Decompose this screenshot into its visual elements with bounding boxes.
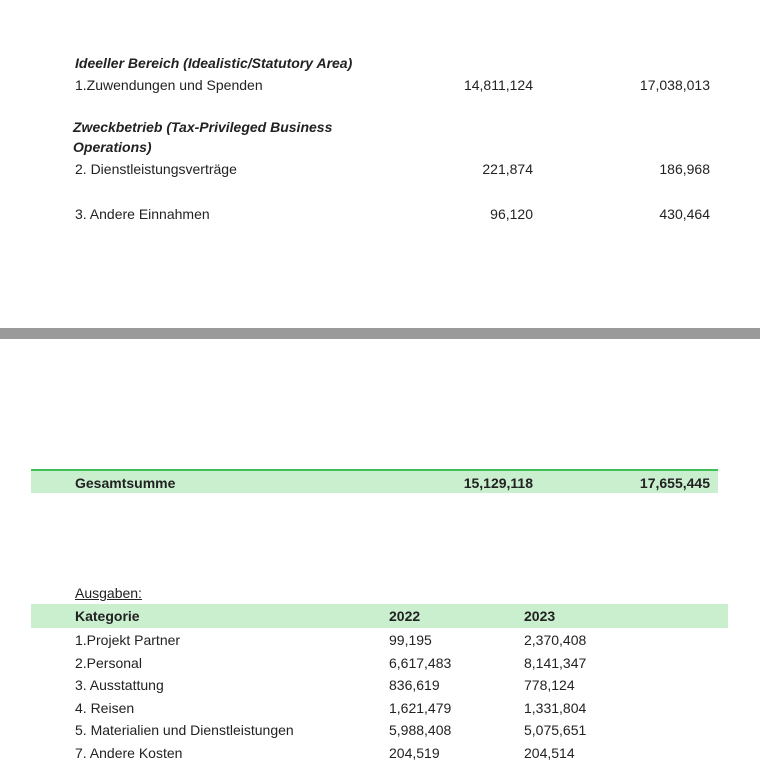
page-break-divider [0,328,760,339]
section-title-zweckbetrieb-line1: Zweckbetrieb (Tax-Privileged Business [73,119,333,135]
income-row-value-2022: 14,811,124 [463,77,533,93]
total-value-2023: 17,655,445 [639,475,710,491]
expenses-title: Ausgaben: [75,585,142,601]
expenses-header-2022: 2022 [389,608,421,624]
total-value-2022: 15,129,118 [463,475,533,491]
expense-row-label: 4. Reisen [75,700,135,716]
section-title-zweckbetrieb-line2: Operations) [73,139,152,155]
expense-row-label: 1.Projekt Partner [75,632,181,648]
expenses-header-category: Kategorie [75,608,140,624]
expense-row-label: 3. Ausstattung [75,677,164,693]
income-row-value-2023: 17,038,013 [639,77,710,93]
total-label: Gesamtsumme [75,475,176,491]
income-row-label: 1.Zuwendungen und Spenden [75,77,263,93]
expense-row-label: 5. Materialien und Dienstleistungen [75,722,294,738]
expense-row-value-2023: 1,331,804 [524,700,587,716]
expense-row-value-2022: 1,621,479 [389,700,452,716]
expense-row-value-2023: 778,124 [524,677,575,693]
income-row-value-2023: 186,968 [659,161,710,177]
income-row-label: 3. Andere Einnahmen [75,206,210,222]
income-row-value-2022: 221,874 [482,161,533,177]
expense-row-value-2022: 204,519 [389,745,440,761]
expense-row-value-2022: 836,619 [389,677,440,693]
income-row-label: 2. Dienstleistungsverträge [75,161,237,177]
income-row-value-2022: 96,120 [490,206,533,222]
expense-row-value-2023: 2,370,408 [524,632,587,648]
expense-row-value-2022: 5,988,408 [389,722,452,738]
expense-row-label: 2.Personal [75,655,142,671]
expenses-header-2023: 2023 [524,608,556,624]
expense-row-value-2022: 6,617,483 [389,655,452,671]
expense-row-value-2023: 204,514 [524,745,575,761]
expense-row-value-2023: 5,075,651 [524,722,587,738]
section-title-ideeller-bereich: Ideeller Bereich (Idealistic/Statutory Area) [75,55,353,71]
expense-row-value-2023: 8,141,347 [524,655,587,671]
income-row-value-2023: 430,464 [659,206,710,222]
expense-row-value-2022: 99,195 [389,632,432,648]
expense-row-label: 7. Andere Kosten [75,745,183,761]
